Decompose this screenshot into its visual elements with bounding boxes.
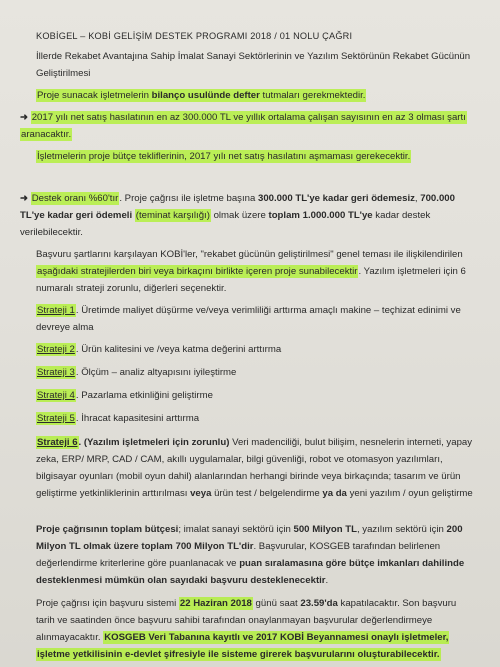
subtitle-text: İllerde Rekabet Avantajına Sahip İmalat Sanayi Sektörlerinin ve Yazılım Sektörünün Rekabet Gücünün Geliştirilmesi xyxy=(36,51,471,79)
support-text: kadar destek verilebilecektir. xyxy=(20,210,431,238)
highlight xyxy=(36,89,366,102)
support-bold-text: 700.000 TL'ye kadar geri ödemeli xyxy=(20,193,455,221)
budget-bold-text: puan sıralamasına göre bütçe imkanları dahilinde desteklenmesi mümkün olan sayıdaki başvuru desteklenecektir xyxy=(36,558,465,586)
req-text: tutmaları gerekmektedir. xyxy=(259,90,366,101)
strategy6-bold-text: veya xyxy=(190,488,212,499)
support-bold-text: toplam 1.000.000 TL'ye xyxy=(268,210,373,221)
strategy-label xyxy=(36,366,76,379)
budget-text: ; imalat sanayi sektörü için xyxy=(178,524,294,535)
collateral-highlight: (teminat karşılığı) xyxy=(135,210,210,221)
application-paragraph xyxy=(36,246,476,297)
deadline-text: Proje çağrısı için başvuru sistemi xyxy=(36,598,179,609)
highlight: İşletmelerin proje bütçe tekliflerinin, 2017 yılı net satış hasılatını aşmaması gerekecektir. xyxy=(37,151,411,162)
support-text: . Proje çağrısı ile işletme başına xyxy=(119,193,258,204)
requirement-budget-limit xyxy=(36,148,476,165)
strategy-label-text: Strateji 1 xyxy=(37,305,75,316)
support-rate-paragraph xyxy=(20,190,476,241)
budget-bold-text: Proje çağrısının toplam bütçesi xyxy=(36,524,179,535)
strategy-4 xyxy=(36,387,476,404)
support-bold-text: 300.000 TL'ye kadar geri ödemesiz xyxy=(257,193,415,204)
deadline-text: kapatılacaktır. Son başvuru tarih ve saatinden önce başvuru sahibi tarafından onaylanmayan başvurular değerlendirmeye alınmayacaktır. xyxy=(36,598,457,643)
budget-text: , yazılım sektörü için xyxy=(356,524,447,535)
arrow-mark-icon: ➜ xyxy=(20,193,29,204)
document-subtitle xyxy=(36,48,476,82)
strategy-5 xyxy=(36,410,476,427)
support-text: olmak üzere xyxy=(210,210,269,221)
strategy-text: . Ölçüm – analiz altyapısını iyileştirme xyxy=(75,367,237,378)
highlight: 2017 yılı net satış hasılatının en az 300.000 TL ve yıllık ortalama çalışan sayısının en az 3 olması şartı aranacaktır. xyxy=(21,112,466,140)
strategy-label xyxy=(36,343,76,356)
strategy6-text: ürün test / belgelendirme xyxy=(211,488,323,499)
deadline-paragraph xyxy=(36,595,476,663)
apply-highlight: aşağıdaki stratejilerden biri veya birkaçını birlikte içeren proje sunabilecektir xyxy=(37,266,358,277)
requirement-net-sales xyxy=(20,109,476,143)
strategy-6 xyxy=(36,434,476,502)
strategy-3 xyxy=(36,364,476,381)
strategy-label xyxy=(36,304,76,317)
deadline-date-highlight: 22 Haziran 2018 xyxy=(179,598,252,609)
apply-text: Başvuru şartlarını karşılayan KOBİ'ler, "rekabet gücünün geliştirilmesi" genel teması ile ilişkilendirilen xyxy=(36,249,463,260)
strategy-label-text: Strateji 4 xyxy=(37,390,75,401)
support-text: , xyxy=(414,193,421,204)
budget-paragraph xyxy=(36,521,476,589)
deadline-time: 23.59'da xyxy=(300,598,338,609)
registration-highlight: KOSGEB Veri Tabanına kayıtlı ve 2017 KOBİ Beyannamesi onaylı işletmeler, işletme yetkilisinin e-devlet şifresiyle ile sisteme girerek başvurularını oluşturabilecektir. xyxy=(37,632,449,660)
strategy-label-text: Strateji 5 xyxy=(37,413,75,424)
strategy-label-text: Strateji 2 xyxy=(37,344,75,355)
strategy-label xyxy=(36,389,76,402)
budget-bold-text: 500 Milyon TL xyxy=(293,524,357,535)
strategy-1 xyxy=(36,302,476,336)
strategy6-bold-text: ya da xyxy=(322,488,347,499)
strategy-text: . Ürün kalitesini ve /veya katma değerini arttırma xyxy=(75,344,282,355)
strategy-label-text: Strateji 6 xyxy=(37,437,78,448)
req-text: Proje sunacak işletmelerin xyxy=(37,90,152,101)
strategy-label-text: Strateji 3 xyxy=(37,367,75,378)
budget-bold-text: 200 Milyon TL olmak üzere toplam 700 Milyon TL'dir xyxy=(36,524,463,552)
deadline-text: günü saat xyxy=(252,598,301,609)
support-rate-highlight: Destek oranı %60'tır xyxy=(31,193,119,204)
apply-text: . Yazılım işletmeleri için 6 numaralı strateji zorunlu, diğerleri seçenektir. xyxy=(36,266,466,294)
strategy6-text: yeni yazılım / oyun geliştirme xyxy=(346,488,473,499)
title-text: KOBİGEL – KOBİ GELİŞİM DESTEK PROGRAMI 2018 / 01 NOLU ÇAĞRI xyxy=(36,31,353,41)
document-title xyxy=(36,28,476,45)
strategy-text: . Üretimde maliyet düşürme ve/veya verimliliği arttırma amaçlı makine – teçhizat edinimi ve devreye alma xyxy=(36,305,461,333)
budget-text: . xyxy=(325,575,329,586)
strategy6-bold-text: . (Yazılım işletmeleri için zorunlu) xyxy=(78,437,230,448)
budget-text: . Başvurular, KOSGEB tarafından belirlenen değerlendirme kriterlerine göre puanlanacak ve xyxy=(36,541,441,569)
req-bold-text: bilanço usulünde defter xyxy=(151,90,260,101)
arrow-mark-icon: ➜ xyxy=(20,112,29,123)
requirement-balance-sheet xyxy=(36,87,476,104)
strategy-text: . İhracat kapasitesini arttırma xyxy=(75,413,200,424)
strategy-label xyxy=(36,412,76,425)
strategy-text: . Pazarlama etkinliğini geliştirme xyxy=(75,390,213,401)
strategy-label xyxy=(36,436,79,449)
strategy-2 xyxy=(36,341,476,358)
strategy6-text: Veri madenciliği, bulut bilişim, nesnelerin interneti, yapay zeka, ERP/ MRP, CAD / CAM, akıllı uygulamalar, bilgi güvenliği, robot ve otomasyon yazılımları, bilgisayar oyunları (mobil oyun dahil) alanlarından herhangi birinde veya birkaçında; tasarım ve ürün geliştirme yetkinliklerinin arttırılması xyxy=(36,437,473,499)
